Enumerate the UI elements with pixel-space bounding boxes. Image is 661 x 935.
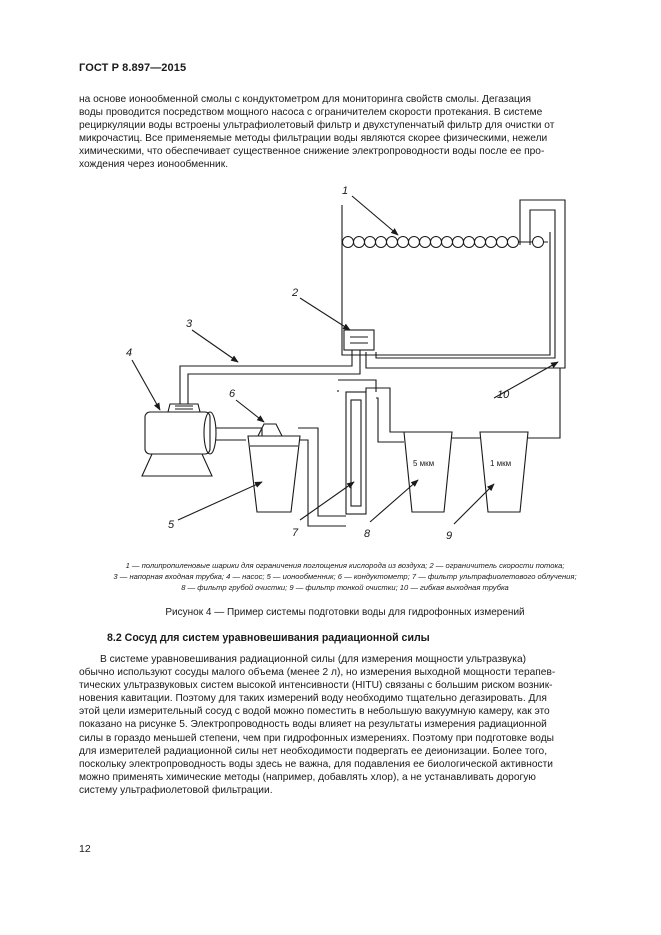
figure-legend — [80, 560, 610, 594]
text-line: хождения через ионообменник. — [79, 159, 229, 171]
pump-body — [145, 412, 210, 454]
tank-outline — [342, 205, 550, 355]
text-line: рециркуляции воды встроены ультрафиолетовый фильтр и двухступенчатый фильтр для очистки от — [79, 120, 555, 132]
inlet-tube-inner — [188, 350, 360, 404]
text-line: на основе ионообменной смолы с кондуктометром для мониторинга свойств смолы. Дегазация — [79, 94, 532, 105]
pump-outlet-pipe — [216, 428, 262, 436]
outlet-tube — [366, 200, 565, 368]
pump-base — [142, 454, 212, 476]
ion-exchanger — [248, 436, 300, 512]
figure-caption: Рисунок 4 — Пример системы подготовки воды для гидрофонных измерений — [165, 607, 525, 618]
uv-filter — [346, 392, 366, 514]
coarse-filter — [404, 432, 452, 512]
fine-filter — [480, 432, 528, 512]
water-system-diagram — [70, 180, 630, 550]
callout-1: 1 — [342, 185, 349, 197]
leader-9 — [454, 484, 494, 524]
intro-paragraph — [79, 93, 617, 172]
text-line: воды проводится посредством мощного насоса с ограничителем скорости протекания. В системе — [79, 107, 543, 119]
section-heading: 8.2 Сосуд для систем уравновешивания радиационной силы — [107, 632, 430, 644]
text-line: обычно используют сосуды малого объема (менее 2 л), но измерения выходной мощности терапев- — [79, 667, 556, 679]
text-line: для измерителей радиационной силы нет необходимости подвергать ее деионизации. Более того, — [79, 745, 548, 757]
text-line: В системе уравновешивания радиационной силы (для измерения мощности ультразвука) — [100, 654, 527, 665]
text-line: новения кавитации. Поэтому для таких измерений воду необходимо тщательно дегазировать. Для — [79, 693, 547, 705]
coarse-filter-label: 5 мкм — [413, 459, 435, 468]
fine-filter-label: 1 мкм — [490, 459, 512, 468]
text-line: этой цели измерительный сосуд с водой можно поместить в небольшую вакуумную камеру, как это — [79, 706, 550, 718]
polypropylene-balls — [343, 237, 544, 248]
callout-8: 8 — [364, 528, 371, 540]
callout-4: 4 — [126, 347, 133, 359]
text-line: поскольку электропроводность воды здесь не важна, для подавления ее биологической активности — [79, 758, 553, 770]
callout-10: 10 — [497, 389, 510, 401]
leader-6 — [236, 400, 264, 422]
callout-5: 5 — [168, 519, 175, 531]
text-line: показано на рисунке 5. Электропроводность воды влияет на результаты измерения радиационной — [79, 719, 547, 731]
legend-line: 3 — напорная входная трубка; 4 — насос; 5 — ионообменник; 6 — кондуктометр; 7 — фильтр ультрафиолетового облучения; — [113, 572, 577, 582]
callout-6: 6 — [229, 388, 236, 400]
callout-2: 2 — [292, 287, 299, 299]
text-line: химическими, что обеспечивает существенное снижение электропроводности воды после ее про- — [79, 146, 545, 158]
outlet-tube-inner — [376, 210, 555, 358]
leader-4 — [132, 360, 160, 410]
text-line: можно применять химические методы (например, добавлять хлор), а не устанавливать дорогую — [79, 771, 536, 783]
text-line: систему ультрафиолетовой фильтрации. — [79, 784, 273, 796]
text-line: силы в гораздо меньшей степени, чем при гидрофонных измерениях. Поэтому при подготовке воды — [79, 732, 554, 744]
callout-7: 7 — [292, 527, 299, 539]
pipe-to-uv — [298, 428, 346, 516]
pump-inlet-neck — [168, 404, 200, 412]
leader-5 — [178, 482, 262, 520]
page-number: 12 — [79, 843, 91, 855]
inlet-tube — [180, 350, 352, 404]
leader-1 — [352, 196, 398, 235]
text-line: микрочастиц. Все применяемые методы фильтрации воды являются скорее физическими, нежели — [79, 133, 548, 145]
callout-3: 3 — [186, 318, 193, 330]
pipe-to-coarse — [338, 380, 376, 392]
section-paragraph — [79, 653, 617, 797]
flow-limiter — [344, 330, 374, 350]
leader-3 — [192, 330, 238, 362]
callout-9: 9 — [446, 530, 453, 542]
legend-line: 1 — полипропиленовые шарики для ограничения поглощения кислорода из воздуха; 2 — ограничитель скорости потока; — [125, 561, 565, 570]
legend-line: 8 — фильтр грубой очистки; 9 — фильтр тонкой очистки; 10 — гибкая выходная трубка — [181, 583, 509, 593]
document-code: ГОСТ Р 8.897—2015 — [79, 62, 187, 74]
text-line: тических ультразвуковых систем высокой интенсивности (HITU) связаны с большим риском возник- — [79, 680, 553, 692]
